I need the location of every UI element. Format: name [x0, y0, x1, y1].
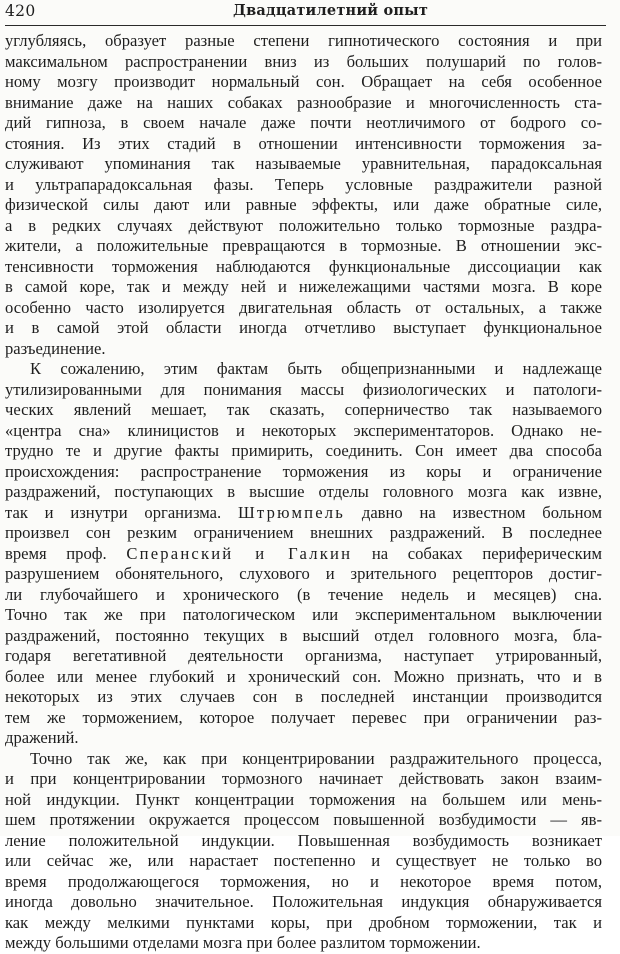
- line-text: на собаках периферическим: [371, 543, 602, 563]
- line-text: так и изнутри организма.: [5, 502, 222, 522]
- text-line: утилизированными для понимания массы физиологических и патологи-: [5, 379, 602, 399]
- text-line: жители, а положительные превращаются в тормозные. В отношении экс-: [5, 236, 602, 255]
- text-line: произвел сон резким ограничением внешних раздражений. В последнее: [5, 523, 602, 542]
- text-line: более или менее глубокий и хронический сон. Можно признать, что и в: [5, 666, 602, 686]
- text-line: ление положительной индукции. Повышенная возбудимость возникает: [5, 830, 602, 850]
- text-line: разрушением обонятельного, слухового и зрительного рецепторов достиг-: [5, 564, 602, 583]
- text-line: раздражений, постоянно текущих в высший отдел головного мозга, бла-: [5, 625, 602, 645]
- text-line: максимальном распространении вниз из больших полушарий по голов-: [5, 51, 602, 71]
- text-line: углубляясь, образует разные степени гипнотического состояния и при: [5, 31, 602, 50]
- text-line: и ультрапарадоксальная фазы. Теперь условные раздражители разной: [5, 174, 602, 194]
- running-title: Двадцатилетний опыт: [233, 2, 429, 19]
- text-line: а в редких случаях действуют положительно только тормозные раздра-: [5, 215, 602, 235]
- text-line: дий гипноза, в своем начале даже почти неотличимого от бодрого со-: [5, 113, 602, 132]
- text-line: раздражений, поступающих в высшие отделы головного мозга как извне,: [5, 482, 602, 501]
- text-line: «центра сна» клиницистов и некоторых экспериментаторов. Однако не-: [5, 420, 602, 440]
- text-line: К сожалению, этим фактам быть общепризнанными и надлежаще: [30, 359, 602, 378]
- author-name: Штрюмпель: [237, 502, 346, 522]
- text-line: стояния. Из этих стадий в отношении интенсивности торможения за-: [5, 133, 602, 153]
- text-line: физической силы дают или равные эффекты, или даже обратные силе,: [5, 195, 602, 214]
- text-line: Точно так же при патологическом или экспериментальном выключении: [5, 605, 602, 624]
- page-header: [5, 2, 606, 24]
- text-line: служивают упоминания так называемые уравнительная, парадоксальная: [5, 154, 602, 173]
- text-line: разъединение.: [5, 338, 106, 358]
- page-body: [5, 31, 602, 954]
- text-line: между большими отделами мозга при более разлитом торможении.: [5, 933, 481, 952]
- text-line: ли глубочайшего и хронического (в течение недель и месяцев) сна.: [5, 584, 602, 604]
- text-line: ческих явлений мешает, так сказать, соперничество так называемого: [5, 400, 602, 419]
- paragraph-1: [5, 31, 602, 359]
- text-line: некоторых из этих случаев сон в последней инстанции производится: [5, 687, 602, 706]
- text-line: Точно так же, как при концентрировании раздражительного процесса,: [30, 748, 602, 768]
- text-line: тем же торможением, которое получает перевес при ограничении раз-: [5, 707, 602, 727]
- text-line: как между мелкими пунктами коры, при дробном торможении, так и: [5, 912, 602, 932]
- line-text: давно на известном больном: [361, 502, 602, 522]
- paragraph-3: [5, 749, 602, 954]
- text-line: и при концентрировании тормозного начинает действовать закон взаим-: [5, 769, 602, 788]
- paragraph-2: [5, 359, 602, 749]
- text-line: особенно часто изолируется двигательная область от остальных, а также: [5, 297, 602, 317]
- text-line: время продолжающегося торможения, но и некоторое время потом,: [5, 871, 602, 891]
- text-line: внимание даже на наших собаках разнообразие и многочисленность ста-: [5, 92, 602, 112]
- text-line: дражений.: [5, 728, 79, 747]
- text-line: происхождения: распространение торможения из коры и ограничение: [5, 461, 602, 481]
- text-line: и в самой этой области иногда отчетливо выступает функциональное: [5, 318, 602, 337]
- text-line-with-author: [5, 503, 602, 524]
- page-number: 420: [5, 2, 36, 20]
- text-line: или сейчас же, или нарастает постепенно и существует не только во: [5, 851, 602, 870]
- line-text: время проф.: [5, 543, 107, 563]
- text-line: годаря вегетативной деятельности организма, наступает утрированный,: [5, 646, 602, 665]
- text-line: трудно те и другие факты примирить, соединить. Сон имеет два способа: [5, 441, 602, 460]
- text-line-with-authors: [5, 544, 602, 565]
- text-line: ной индукции. Пункт концентрации торможения на большем или мень-: [5, 789, 602, 809]
- text-line: иногда довольно значительное. Положительная индукция обнаруживается: [5, 892, 602, 911]
- text-line: шем протяжении окружается процессом повышенной возбудимости — яв-: [5, 810, 602, 829]
- author-names: Сперанский и Галкин: [126, 543, 353, 563]
- text-line: в самой коре, так и между ней и нижележащими частями мозга. В коре: [5, 277, 602, 296]
- text-line: ному мозгу производит нормальный сон. Обращает на себя особенное: [5, 72, 602, 91]
- header-rule: [5, 25, 606, 26]
- text-line: тенсивности торможения наблюдаются функциональные диссоциации как: [5, 256, 602, 276]
